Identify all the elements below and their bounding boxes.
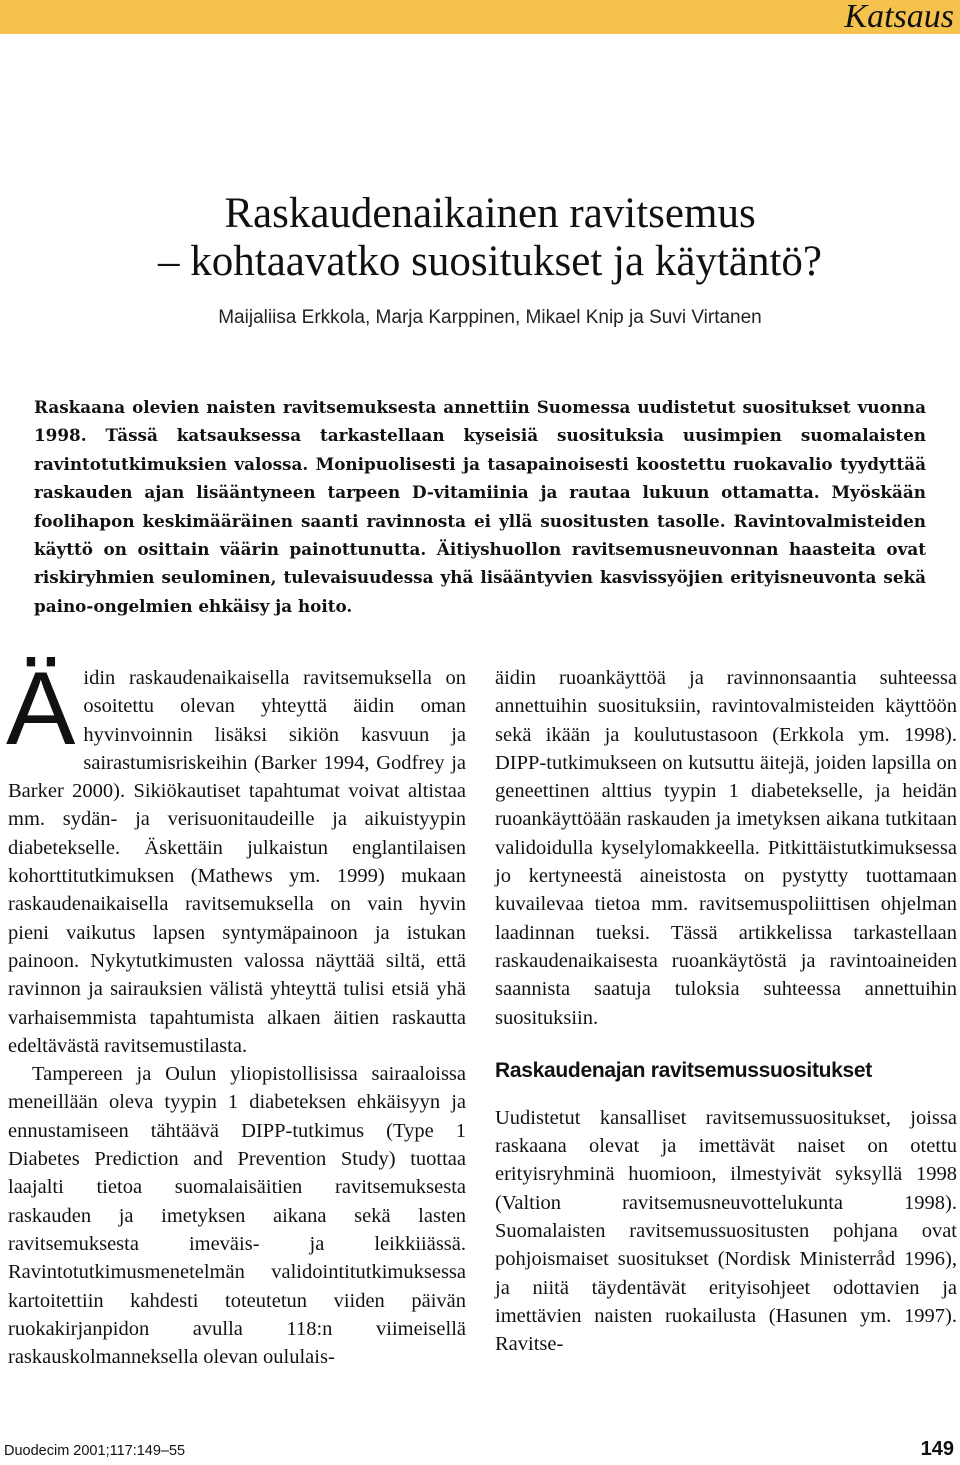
drop-cap: Ä: [6, 651, 76, 767]
section-heading: Raskaudenajan ravitsemussuositukset: [495, 1058, 872, 1082]
article-authors: Maijaliisa Erkkola, Marja Karppinen, Mikael Knip ja Suvi Virtanen: [218, 307, 762, 328]
article-title-line-1: Raskaudenaikainen ravitsemus: [224, 190, 756, 237]
left-paragraph-2: Tampereen ja Oulun yliopistollisissa sairaaloissa meneillään oleva tyypin 1 diabeteksen ehkäisyyn ja ennustamiseen tähtäävä DIPP-tutkimus (Type 1 Diabetes Prediction and Prevention Study) tuottaa laajalti tietoa suomalaisäitien ravitsemuksesta raskauden ja imetyksen aikana sekä lasten ravitsemuksesta imeväis- ja leikkiiässä. Ravintotutkimusmenetelmän validointitutkimuksessa kartoitettiin kahdesti toteutetun viiden päivän ruokakirjanpidon avulla 118:n viimeisellä raskauskolmanneksella olevan oululais-: [8, 1063, 466, 1369]
right-column: [495, 664, 957, 1359]
article-abstract: Raskaana olevien naisten ravitsemuksesta annettiin Suomessa uudistetut suositukset vuonna 1998. Tässä katsauksessa tarkastellaan kyseisiä suosituksia uusimpien suomalaisten ravintotutkimuksien valossa. Monipuolisesti ja tasapainoisesti koostettu ruokavalio tyydyttää raskauden ajan lisääntyneen tarpeen D-vitamiinia ja rautaa lukuun ottamatta. Myöskään foolihapon keskimääräinen saanti ravinnosta ei yllä suositusten tasolle. Ravintovalmisteiden käyttö on osittain väärin painottunutta. Äitiyshuollon ravitsemusneuvonnan haasteita ovat riskiryhmien seulominen, tulevaisuudessa yhä lisääntyvien kasvissyöjien erityisneuvonta sekä paino-ongelmien ehkäisy ja hoito.: [34, 397, 926, 616]
section-banner: [0, 0, 960, 34]
section-label: Katsaus: [844, 0, 954, 35]
journal-citation: Duodecim 2001;117:149–55: [4, 1443, 186, 1459]
left-paragraph-1: idin raskaudenaikaisella ravitsemuksella on osoitettu olevan yhteyttä äidin oman hyvinvoinnin lisäksi sikiön kasvuun ja sairastumisriskeihin (Barker 1994, Godfrey ja Barker 2000). Sikiökautiset tapahtumat voivat altistaa mm. sydän- ja verisuonitaudeille ja aikuistyypin diabetekselle. Äskettäin julkaistun englantilaisen kohorttitutkimuksen (Mathews ym. 1999) mukaan raskaudenaikaisella ravitsemuksella on vain hyvin pieni vaikutus lapsen syntymäpainoon ja istukan painoon. Nykytutkimusten valossa näyttää siltä, että ravinnon ja sairauksien välistä yhteyttä tulisi etsiä yhä varhaisemmista tapahtumista alkaen äitien raskautta edeltävästä ravitsemustilasta.: [8, 667, 466, 1057]
right-paragraph-2: Uudistetut kansalliset ravitsemussuositukset, joissa raskaana olevat ja imettävät naiset on otettu erityisryhminä huomioon, ilmestyivät syksyllä 1998 (Valtion ravitsemusneuvottelukunta 1998). Suomalaisten ravitsemussuositusten pohjana ovat pohjoismaiset suositukset (Nordisk Ministerråd 1996), ja niitä täydentävät erityisohjeet odottavien ja imettävien naisten ruokailusta (Hasunen ym. 1997). Ravitse-: [495, 1106, 957, 1356]
article-title-line-2: – kohtaavatko suositukset ja käytäntö?: [158, 238, 822, 285]
left-column: [6, 651, 466, 1371]
right-paragraph-1: äidin ruoankäyttöä ja ravinnonsaantia suhteessa annettuihin suosituksiin, ravintovalmisteiden käyttöön sekä ikään ja koulutustasoon (Erkkola ym. 1998). DIPP-tutkimukseen on kutsuttu äitejä, joiden lapsilla on geneettinen alttius tyypin 1 diabetekselle, ja heidän ruoankäyttöään raskauden ja imetyksen aikana tutkitaan validoidulla kyselylomakkeella. Pitkittäistutkimuksessa jo kertyneestä aineistosta on pystytty tuottamaan kuvailevaa tietoa mm. ravitsemuspoliittisen ohjelman laadinnan tueksi. Tässä artikkelissa tarkastellaan raskaudenaikaisesta ruoankäytöstä ja ravintoaineiden saannista saatuja tuloksia suhteessa annettuihin suosituksiin.: [495, 667, 957, 1029]
page-number: 149: [920, 1438, 954, 1460]
